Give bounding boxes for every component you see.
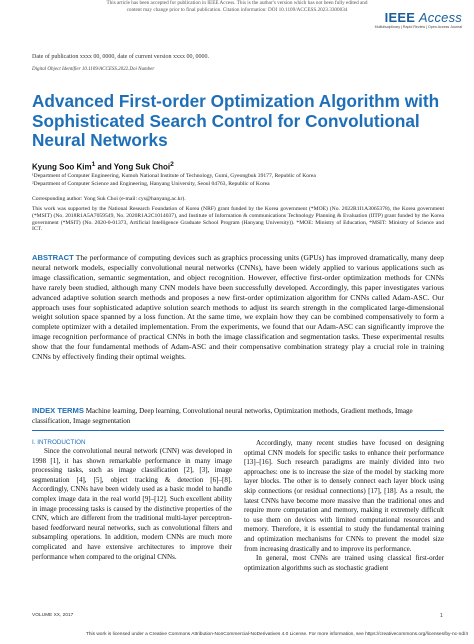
license-footer: This work is licensed under a Creative Commons Attribution-NonCommercial-NoDerivatives 4.0 License. For more information, see https://creativecommons.org/licenses/by-nc-nd/4 [85,632,468,637]
right-column [244,439,444,573]
corresponding-author: Corresponding author: Yong Suk Choi (e-mail: cys@hanyang.ac.kr). [32,196,186,202]
logo-ieee-text: IEEE [384,10,416,25]
affiliation-1: ¹Department of Computer Engineering, Kumoh National Institute of Technology, Gumi, Gyeongbuk 39177, Republic of Korea [32,173,316,179]
left-column [32,447,232,562]
abstract-label: ABSTRACT [32,253,74,262]
publication-date-line: Date of publication xxxx 00, 0000, date of current version xxxx 00, 0000. [32,54,209,60]
abstract-text: The performance of computing devices such as graphics processing units (GPUs) has improved dramatically, many deep neural network models, especially convolutional neural networks (CNNs), have been widely applied to various applications such as image classification, semantic segmentation, and object recognition. However, effective first-order optimization methods for CNNs have rarely been studied, although many CNN models have been successfully developed. Accordingly, this paper investigates various advanced adaptive solution search methods and proposes a new first-order optimization algorithm for CNNs called Adam-ASC. Our approach uses four sophisticated adaptive solution search methods to adjust its search strength in the complicated large-dimensional weight solution space spanned by a loss function. At the same time, we explain how they can be combined compensatively to form a complete optimizer with a detailed implementation. From the experiments, we found that our Adam-ASC can significantly improve the image recognition performance of practical CNNs in both the image classification and segmentation tasks. These experimental results show that the four fundamental methods of Adam-ASC and their compensative combination strategy play a crucial role in training CNNs by effectively finding their optimal weights. [32,253,444,362]
body-paragraph: Since the convolutional neural network (CNN) was developed in 1998 [1], it has shown remarkable performance in many image processing tasks, such as image classification [2], [3], image segmentation [4], [5], object tracking & detection [6]–[8]. Accordingly, CNNs have been widely used as a basic model to handle complex image data in the real world [9]–[12]. Such excellent ability in image processing tasks is caused by the distinctive properties of the CNN, which are different from the traditional multi-layer perceptron-based feedforward neural networks, such as convolutional filters and subsampling operations. In addition, modern CNNs are much more complicated and have extensive architectures to improve their performance when compared to the original CNNs. [32,447,232,561]
body-paragraph: Accordingly, many recent studies have focused on designing optimal CNN models for specific tasks to enhance their performance [13]–[16]. Such research paradigms are mainly divided into two approaches: one is to increase the size of the model by stacking more layer blocks. The other is to densely connect each layer block using skip connections (or residual connections) [17], [18]. As a result, the latest CNNs have become more massive than the traditional ones and require more computation and memory, making it extremely difficult to use them on devices with limited computational resources and memory. Therefore, it is essential to study the fundamental training and optimization mechanisms for CNNs to prevent the model size from increasing drastically and to improve its performance. [244,439,444,553]
author-affiliation-mark: 2 [170,161,174,168]
affiliations [32,172,316,188]
author-name: Yong Suk Choi [113,162,171,172]
ieee-access-logo [375,10,462,29]
author-affiliation-mark: 1 [91,161,96,168]
affiliation-2: ²Department of Computer Science and Engineering, Hanyang University, Seoul 04763, Republic of Korea [32,181,270,187]
funding-statement: This work was supported by the National Research Foundation of Korea (NRF) grant funded by the Korea government (*MOE) (No. 2022R1I1A3065378), the Korea government (*MSIT) (No. 2018R1A5A7059549, No. 2020R1A2C1014037), and Institute of Information & communications Technology Planning & Evaluation (IITP) grant funded by the Korea government (*MSIT) (No. 2020-0-01373, Artificial Intelligence Graduate School Program (Hanyang University)). *MOE: Ministry of Education, *MSIT: Ministry of Science and ICT. [32,206,444,233]
doi-line: Digital Object Identifier 10.1109/ACCESS.2022.Doi Number [32,67,155,72]
author-list [32,161,174,172]
author-separator: and [95,162,114,172]
logo-tagline: Multidisciplinary | Rapid Review | Open Access Journal [374,25,462,29]
index-terms-text: Machine learning, Deep learning, Convolutional neural networks, Optimization methods, Gradient methods, Image classification, Image segmentation [32,407,413,425]
section-heading: I. INTRODUCTION [32,439,86,446]
notice-line-2: content may change prior to final publication. Citation information: DOI 10.1109/ACCESS.2023.3300034 [126,7,348,13]
page-number: 1 [440,613,443,619]
section-divider [32,430,444,431]
notice-line-1: This article has been accepted for publication in IEEE Access. This is the author's version which has not been fully edited and [106,0,368,6]
author-name: Kyung Soo Kim [32,162,92,172]
abstract [32,253,444,362]
paper-title: Advanced First-order Optimization Algorithm with Sophisticated Search Control for Convolutional Neural Networks [32,91,440,150]
body-paragraph: In general, most CNNs are trained using classical first-order optimization algorithms such as stochastic gradient [244,554,444,572]
volume-footer: VOLUME XX, 2017 [32,613,74,618]
index-terms-label: INDEX TERMS [32,406,84,415]
index-terms [32,406,444,426]
logo-access-text: Access [418,10,462,25]
